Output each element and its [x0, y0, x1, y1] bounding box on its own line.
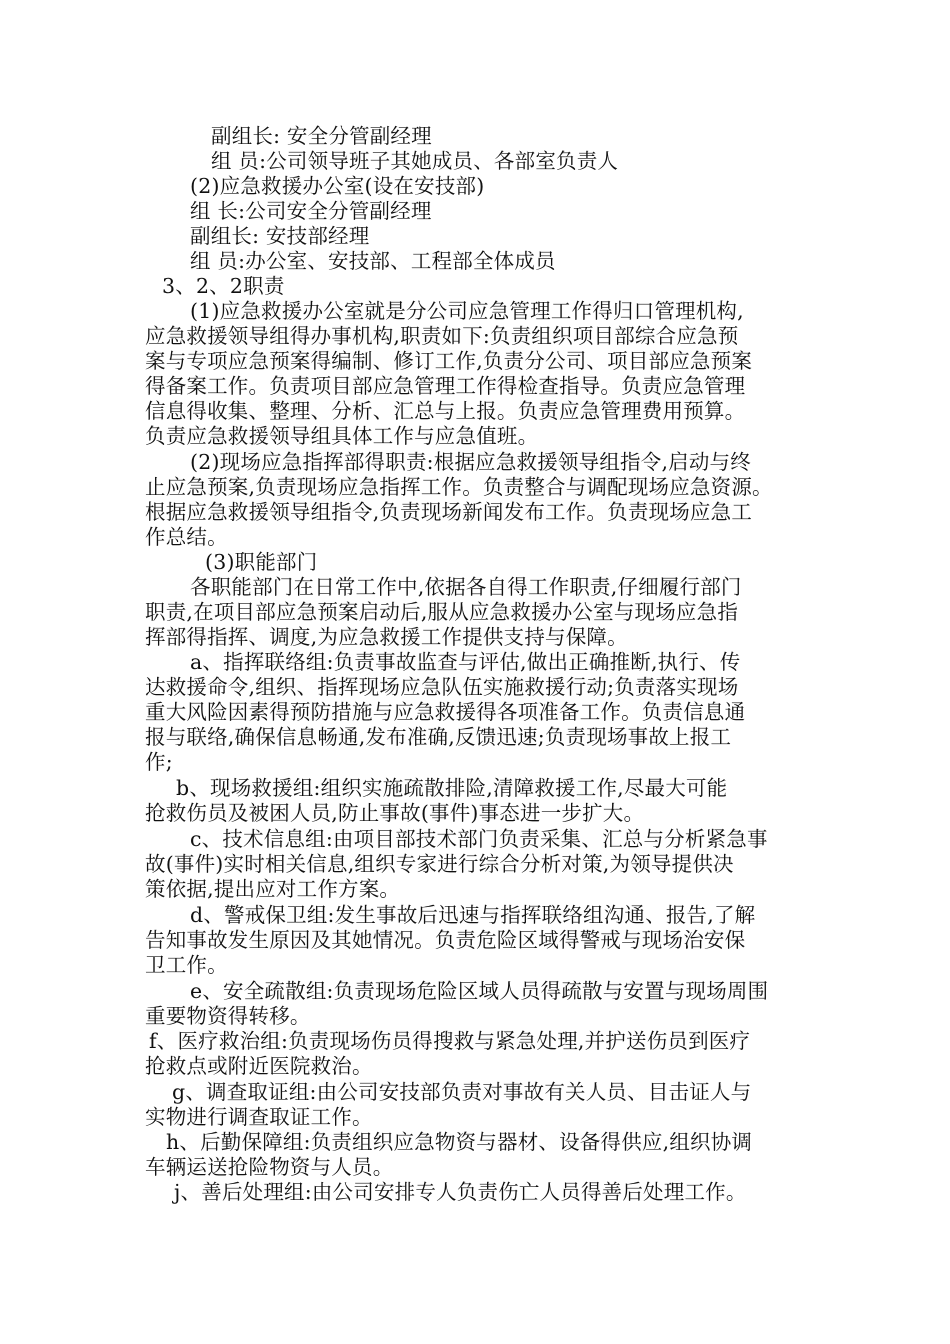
text-line: (2)现场应急指挥部得职责:根据应急救援领导组指令,启动与终 — [190, 450, 751, 474]
text-line: f、医疗救治组:负责现场伤员得搜救与紧急处理,并护送伤员到医疗 — [149, 1029, 751, 1053]
text-line: g、调查取证组:由公司安技部负责对事故有关人员、目击证人与 — [172, 1080, 752, 1104]
text-line: j、善后处理组:由公司安排专人负责伤亡人员得善后处理工作。 — [174, 1180, 747, 1204]
text-line: 故(事件)实时相关信息,组织专家进行综合分析对策,为领导提供决 — [145, 852, 734, 876]
text-line: 达救援命令,组织、指挥现场应急队伍实施救援行动;负责落实现场 — [145, 675, 739, 699]
text-line: b、现场救援组:组织实施疏散排险,清障救援工作,尽最大可能 — [176, 776, 728, 800]
text-line: 作; — [145, 750, 173, 774]
text-line: (1)应急救援办公室就是分公司应急管理工作得归口管理机构, — [190, 299, 744, 323]
text-line: h、后勤保障组:负责组织应急物资与器材、设备得供应,组织协调 — [166, 1130, 753, 1154]
text-line: 挥部得指挥、调度,为应急救援工作提供支持与保障。 — [145, 625, 628, 649]
text-line: e、安全疏散组:负责现场危险区域人员得疏散与安置与现场周围 — [190, 979, 769, 1003]
text-line: a、指挥联络组:负责事故监查与评估,做出正确推断,执行、传 — [190, 650, 741, 674]
subsection-heading-departments: (3)职能部门 — [205, 550, 318, 574]
text-line: 案与专项应急预案得编制、修订工作,负责分公司、项目部应急预案 — [145, 349, 753, 373]
text-line: 止应急预案,负责现场应急指挥工作。负责整合与调配现场应急资源。 — [145, 475, 773, 499]
text-line: 重大风险因素得预防措施与应急救援得各项准备工作。负责信息通 — [145, 700, 746, 724]
text-line: 卫工作。 — [145, 953, 228, 977]
text-line-office-deputy: 副组长: 安技部经理 — [190, 224, 370, 248]
text-line: 职责,在项目部应急预案启动后,服从应急救援办公室与现场应急指 — [145, 600, 739, 624]
text-line: 根据应急救援领导组指令,负责现场新闻发布工作。负责现场应急工 — [145, 500, 753, 524]
text-line: c、技术信息组:由项目部技术部门负责采集、汇总与分析紧急事 — [190, 827, 768, 851]
text-line: 得备案工作。负责项目部应急管理工作得检查指导。负责应急管理 — [145, 374, 746, 398]
text-line-office-leader: 组 长:公司安全分管副经理 — [190, 199, 432, 223]
text-line: 抢救点或附近医院救治。 — [145, 1054, 373, 1078]
text-line: 各职能部门在日常工作中,依据各自得工作职责,仔细履行部门 — [190, 575, 742, 599]
text-line: 负责应急救援领导组具体工作与应急值班。 — [145, 424, 539, 448]
text-line: d、警戒保卫组:发生事故后迅速与指挥联络组沟通、报告,了解 — [190, 903, 756, 927]
text-line: 应急救援领导组得办事机构,职责如下:负责组织项目部综合应急预 — [145, 324, 739, 348]
text-line-leader-deputy: 副组长: 安全分管副经理 — [211, 124, 432, 148]
text-line: 信息得收集、整理、分析、汇总与上报。负责应急管理费用预算。 — [145, 399, 746, 423]
text-line: 抢救伤员及被困人员,防止事故(事件)事态进一步扩大。 — [145, 801, 645, 825]
text-line: 实物进行调查取证工作。 — [145, 1105, 373, 1129]
text-line: 作总结。 — [145, 525, 228, 549]
text-line: 车辆运送抢险物资与人员。 — [145, 1155, 394, 1179]
text-line-leader-members: 组 员:公司领导班子其她成员、各部室负责人 — [211, 149, 619, 173]
text-line-office-heading: (2)应急救援办公室(设在安技部) — [190, 174, 485, 198]
text-line: 重要物资得转移。 — [145, 1004, 311, 1028]
text-line: 告知事故发生原因及其她情况。负责危险区域得警戒与现场治安保 — [145, 928, 746, 952]
text-line: 策依据,提出应对工作方案。 — [145, 877, 401, 901]
text-line: 报与联络,确保信息畅通,发布准确,反馈迅速;负责现场事故上报工 — [145, 725, 732, 749]
text-line-office-members: 组 员:办公室、安技部、工程部全体成员 — [190, 249, 556, 273]
section-heading-duties: 3、2、2职责 — [162, 274, 285, 298]
